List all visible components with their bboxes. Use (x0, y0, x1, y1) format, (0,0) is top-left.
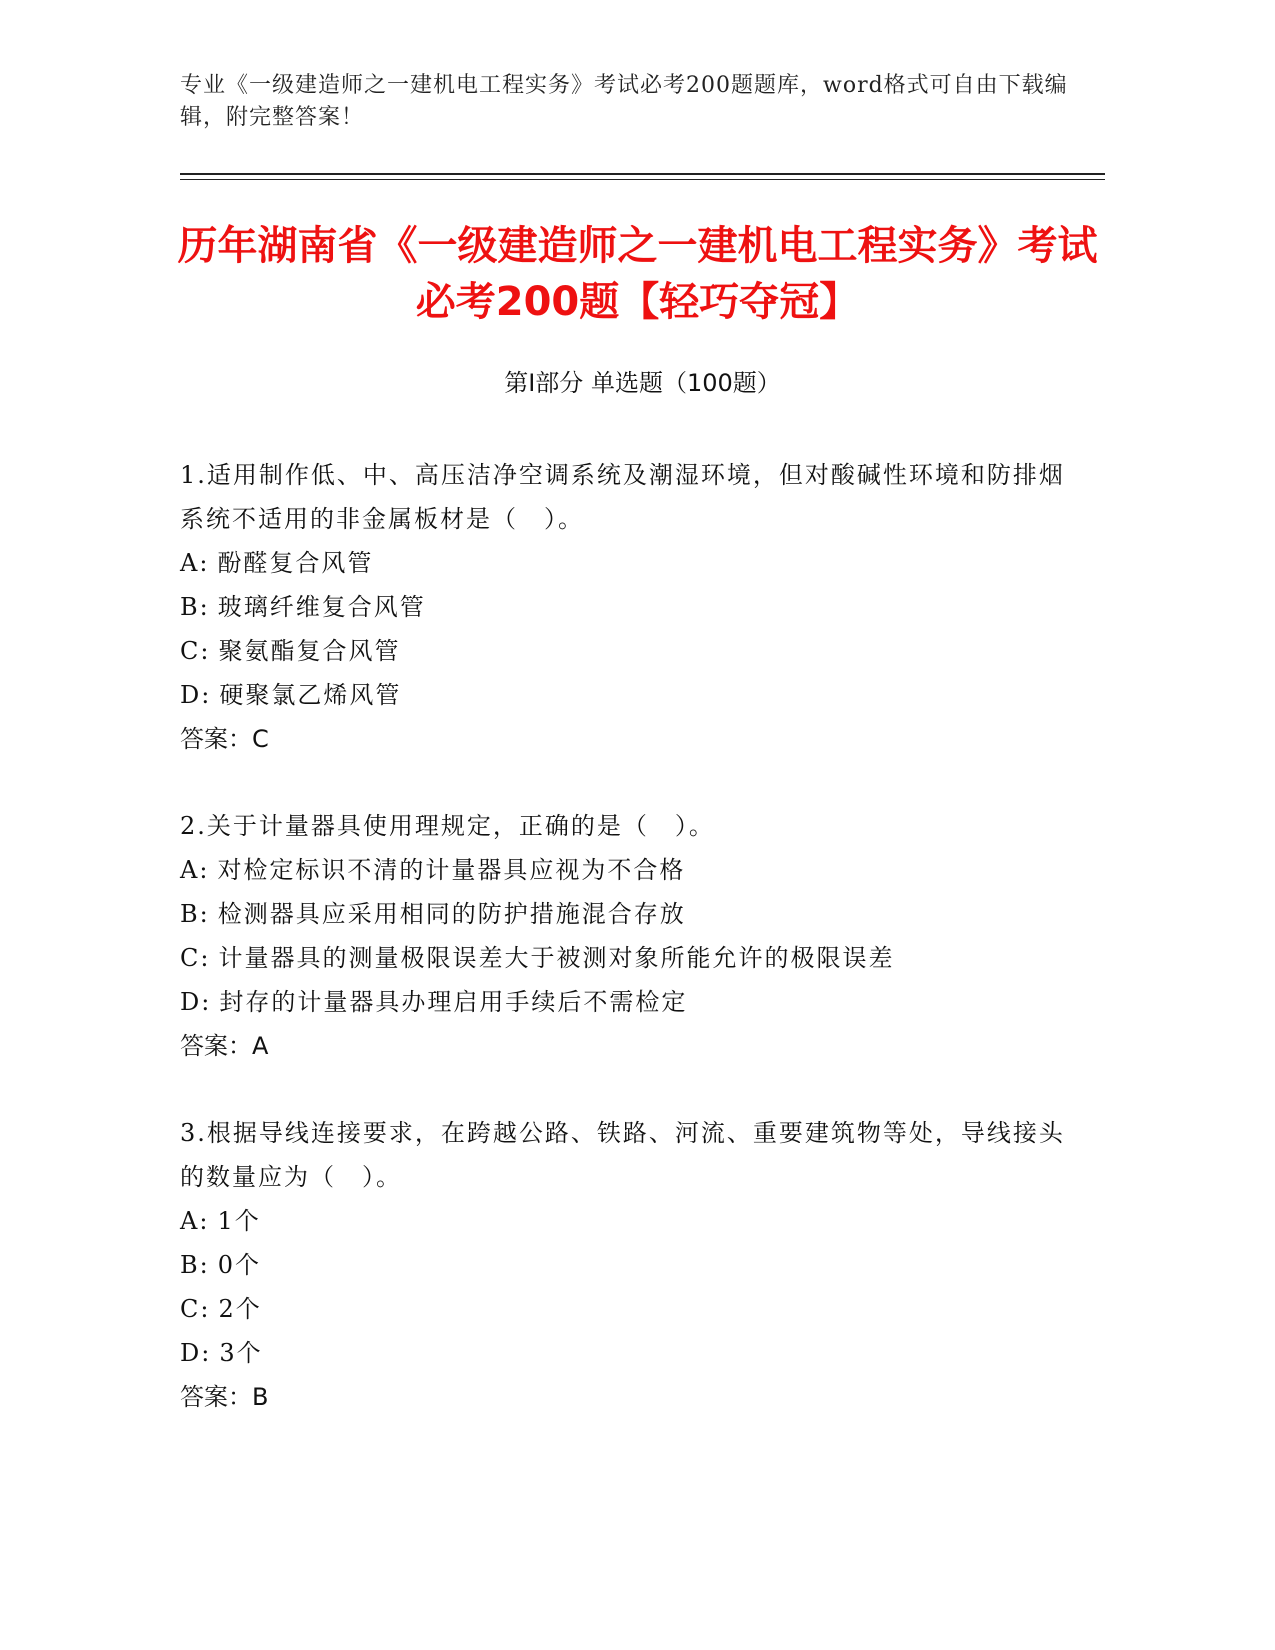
option-letter: D (180, 1339, 202, 1367)
option-letter: D (180, 988, 202, 1016)
question-stem: 2.关于计量器具使用理规定，正确的是（ ）。 (180, 812, 715, 840)
question-3 (180, 1111, 1080, 1419)
option-text: 聚氨酯复合风管 (218, 637, 401, 665)
document-title: 历年湖南省《一级建造师之一建机电工程实务》考试必考200题【轻巧夺冠】 (177, 223, 1098, 325)
option-text: 硬聚氯乙烯风管 (219, 681, 402, 709)
question-stem: 3.根据导线连接要求，在跨越公路、铁路、河流、重要建筑物等处，导线接头的数量应为（ ）。 (180, 1119, 1065, 1191)
option-text: 1个 (217, 1207, 261, 1235)
option-b: B: 0个 (180, 1251, 262, 1279)
option-d: D: 3个 (180, 1339, 263, 1367)
option-text: 2个 (218, 1295, 262, 1323)
option-text: 计量器具的测量极限误差大于被测对象所能允许的极限误差 (218, 944, 895, 972)
option-text: 玻璃纤维复合风管 (217, 593, 426, 621)
option-text: 检测器具应采用相同的防护措施混合存放 (217, 900, 686, 928)
header-rule-thin (180, 179, 1105, 180)
option-b: B: 检测器具应采用相同的防护措施混合存放 (180, 900, 686, 928)
question-1 (180, 453, 1080, 761)
option-text: 封存的计量器具办理启用手续后不需检定 (219, 988, 688, 1016)
header-rule-thick (180, 173, 1105, 175)
option-letter: C (180, 1295, 201, 1323)
question-stem: 1.适用制作低、中、高压洁净空调系统及潮湿环境，但对酸碱性环境和防排烟系统不适用的非金属板材是（ ）。 (180, 461, 1065, 533)
option-letter: D (180, 681, 202, 709)
option-letter: A (180, 549, 200, 577)
option-c: C: 2个 (180, 1295, 262, 1323)
option-letter: C (180, 637, 201, 665)
question-2 (180, 804, 1080, 1068)
option-text: 酚醛复合风管 (217, 549, 374, 577)
option-a: A: 1个 (180, 1207, 261, 1235)
option-letter: B (180, 593, 200, 621)
option-letter: B (180, 900, 200, 928)
answer-line: 答案：B (180, 1383, 269, 1411)
option-letter: A (180, 1207, 200, 1235)
option-letter: A (180, 856, 200, 884)
option-text: 3个 (219, 1339, 263, 1367)
option-text: 对检定标识不清的计量器具应视为不合格 (217, 856, 686, 884)
option-d: D: 硬聚氯乙烯风管 (180, 681, 402, 709)
option-c: C: 计量器具的测量极限误差大于被测对象所能允许的极限误差 (180, 944, 895, 972)
option-d: D: 封存的计量器具办理启用手续后不需检定 (180, 988, 688, 1016)
option-letter: B (180, 1251, 200, 1279)
option-a: A: 对检定标识不清的计量器具应视为不合格 (180, 856, 686, 884)
option-letter: C (180, 944, 201, 972)
answer-line: 答案：C (180, 725, 269, 753)
answer-line: 答案：A (180, 1032, 269, 1060)
header-note: 专业《一级建造师之一建机电工程实务》考试必考200题题库，word格式可自由下载编辑，附完整答案！ (180, 73, 1068, 130)
option-c: C: 聚氨酯复合风管 (180, 637, 401, 665)
option-b: B: 玻璃纤维复合风管 (180, 593, 426, 621)
section-heading: 第I部分 单选题（100题） (504, 369, 781, 397)
option-text: 0个 (217, 1251, 262, 1279)
question-list (180, 453, 1080, 1462)
option-a: A: 酚醛复合风管 (180, 549, 374, 577)
